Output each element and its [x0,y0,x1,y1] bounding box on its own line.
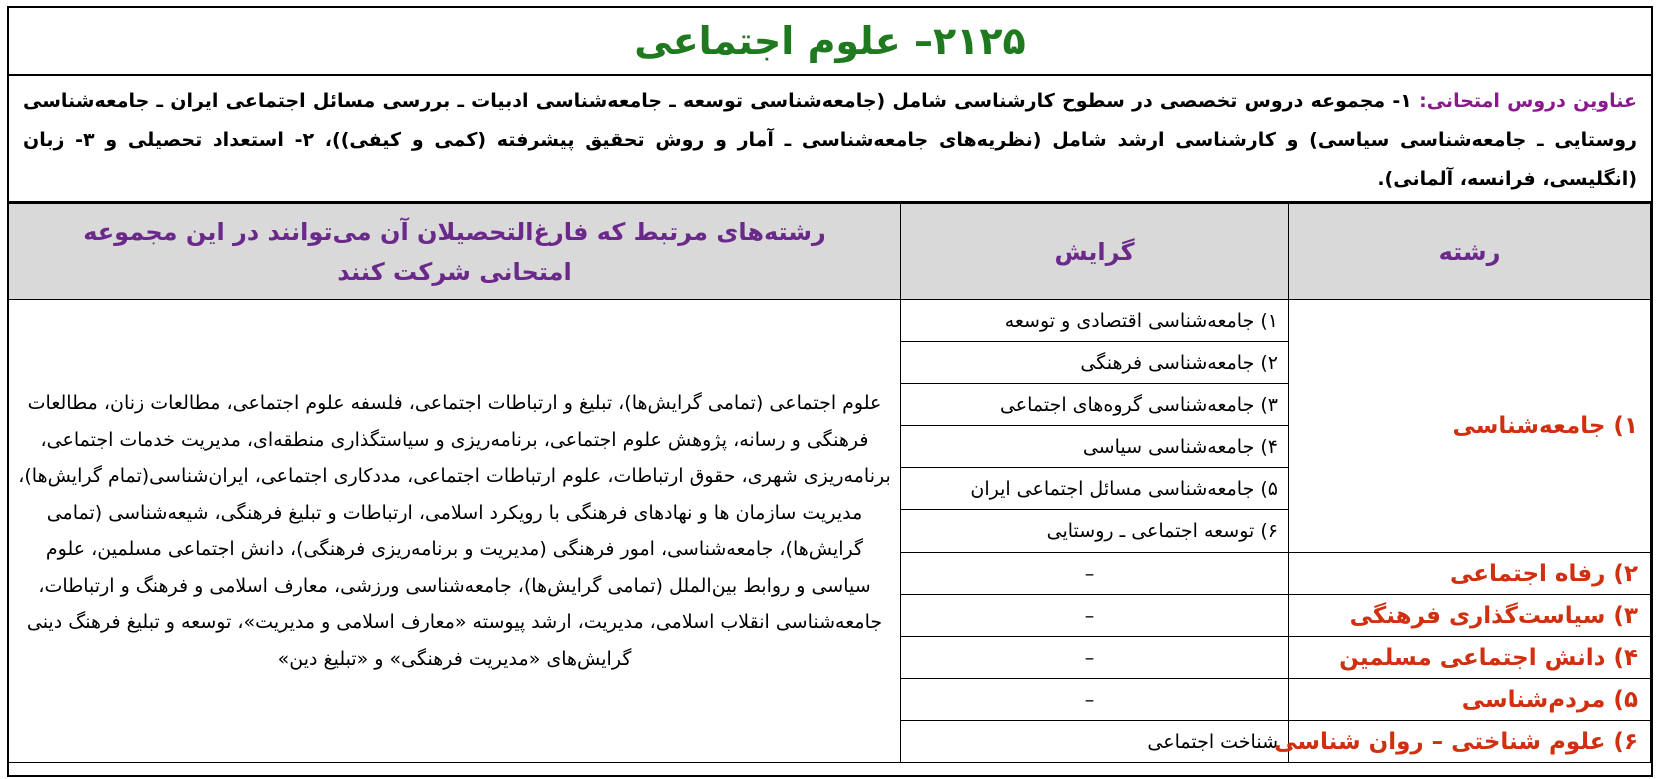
exam-subjects-label: عناوین دروس امتحانی: [1419,90,1637,112]
field-name: ۴) دانش اجتماعی مسلمین [1289,637,1651,679]
exam-subjects-paragraph [9,76,1651,203]
specialization-list [901,300,1289,553]
exam-subjects-text: ۱- مجموعه دروس تخصصی در سطوح کارشناسی شامل (جامعه‌شناسی توسعه ـ جامعه‌شناسی ادبیات ـ بررسی مسائل اجتماعی ایران ـ جامعه‌شناسی روستایی ـ جامعه‌شناسی سیاسی) و کارشناسی ارشد شامل (نظریه‌های جامعه‌شناسی ـ آمار و روش تحقیق پیشرفته (کمی و کیفی))، ۲- استعداد تحصیلی و ۳- زبان (انگلیسی، فرانسه، آلمانی). [23,90,1637,190]
field-name: ۶) علوم شناختی – روان شناسی [1289,721,1651,763]
specialization-item: ۵) جامعه‌شناسی مسائل اجتماعی ایران [901,468,1288,510]
field-name: ۳) سیاست‌گذاری فرهنگی [1289,595,1651,637]
table-row [9,300,1651,553]
field-name: ۱) جامعه‌شناسی [1289,300,1651,553]
specialization-value: شناخت اجتماعی [901,721,1289,763]
specialization-value: – [901,679,1289,721]
fields-table [8,203,1651,763]
page-title: ۲۱۲۵– علوم اجتماعی [9,8,1651,76]
related-fields-text: علوم اجتماعی (تمامی گرایش‌ها)، تبلیغ و ارتباطات اجتماعی، فلسفه علوم اجتماعی، مطالعات زنان، مطالعات فرهنگی و رسانه، پژوهش علوم اجتماعی، برنامه‌ریزی و سیاستگذاری منطقه‌ای، مدیریت خدمات اجتماعی، برنامه‌ریزی شهری، حقوق ارتباطات، علوم ارتباطات اجتماعی، مددکاری اجتماعی، ایران‌شناسی(تمام گرایش‌ها)، مدیریت سازمان ها و نهادهای فرهنگی با رویکرد اسلامی، ارتباطات و تبلیغ فرهنگی، شیعه‌شناسی (تمامی گرایش‌ها)، جامعه‌شناسی، امور فرهنگی (مدیریت و برنامه‌ریزی فرهنگی)، دانش اجتماعی مسلمین، علوم سیاسی و روابط بین‌الملل (تمامی گرایش‌ها)، جامعه‌شناسی ورزشی، معارف اسلامی و فرهنگ و ارتباطات، جامعه‌شناسی انقلاب اسلامی، مدیریت، ارشد پیوسته «معارف اسلامی و مدیریت»، توسعه و تبلیغ فرهنگ دینی گرایش‌های «مدیریت فرهنگی» و «تبلیغ دین» [9,300,901,763]
specialization-value: – [901,637,1289,679]
exam-page [7,6,1653,777]
header-field: رشته [1289,204,1651,300]
table-header-row [9,204,1651,300]
specialization-value: – [901,553,1289,595]
field-name: ۲) رفاه اجتماعی [1289,553,1651,595]
header-specialization: گرایش [901,204,1289,300]
specialization-item: ۲) جامعه‌شناسی فرهنگی [901,342,1288,384]
field-name: ۵) مردم‌شناسی [1289,679,1651,721]
specialization-item: ۳) جامعه‌شناسی گروه‌های اجتماعی [901,384,1288,426]
specialization-item: ۴) جامعه‌شناسی سیاسی [901,426,1288,468]
specialization-item: ۶) توسعه اجتماعی ـ روستایی [1046,520,1278,542]
specialization-value: – [901,595,1289,637]
specialization-item: ۱) جامعه‌شناسی اقتصادی و توسعه [901,300,1288,342]
header-related-fields: رشته‌های مرتبط که فارغ‌التحصیلان آن می‌توانند در این مجموعه امتحانی شرکت کنند [9,204,901,300]
